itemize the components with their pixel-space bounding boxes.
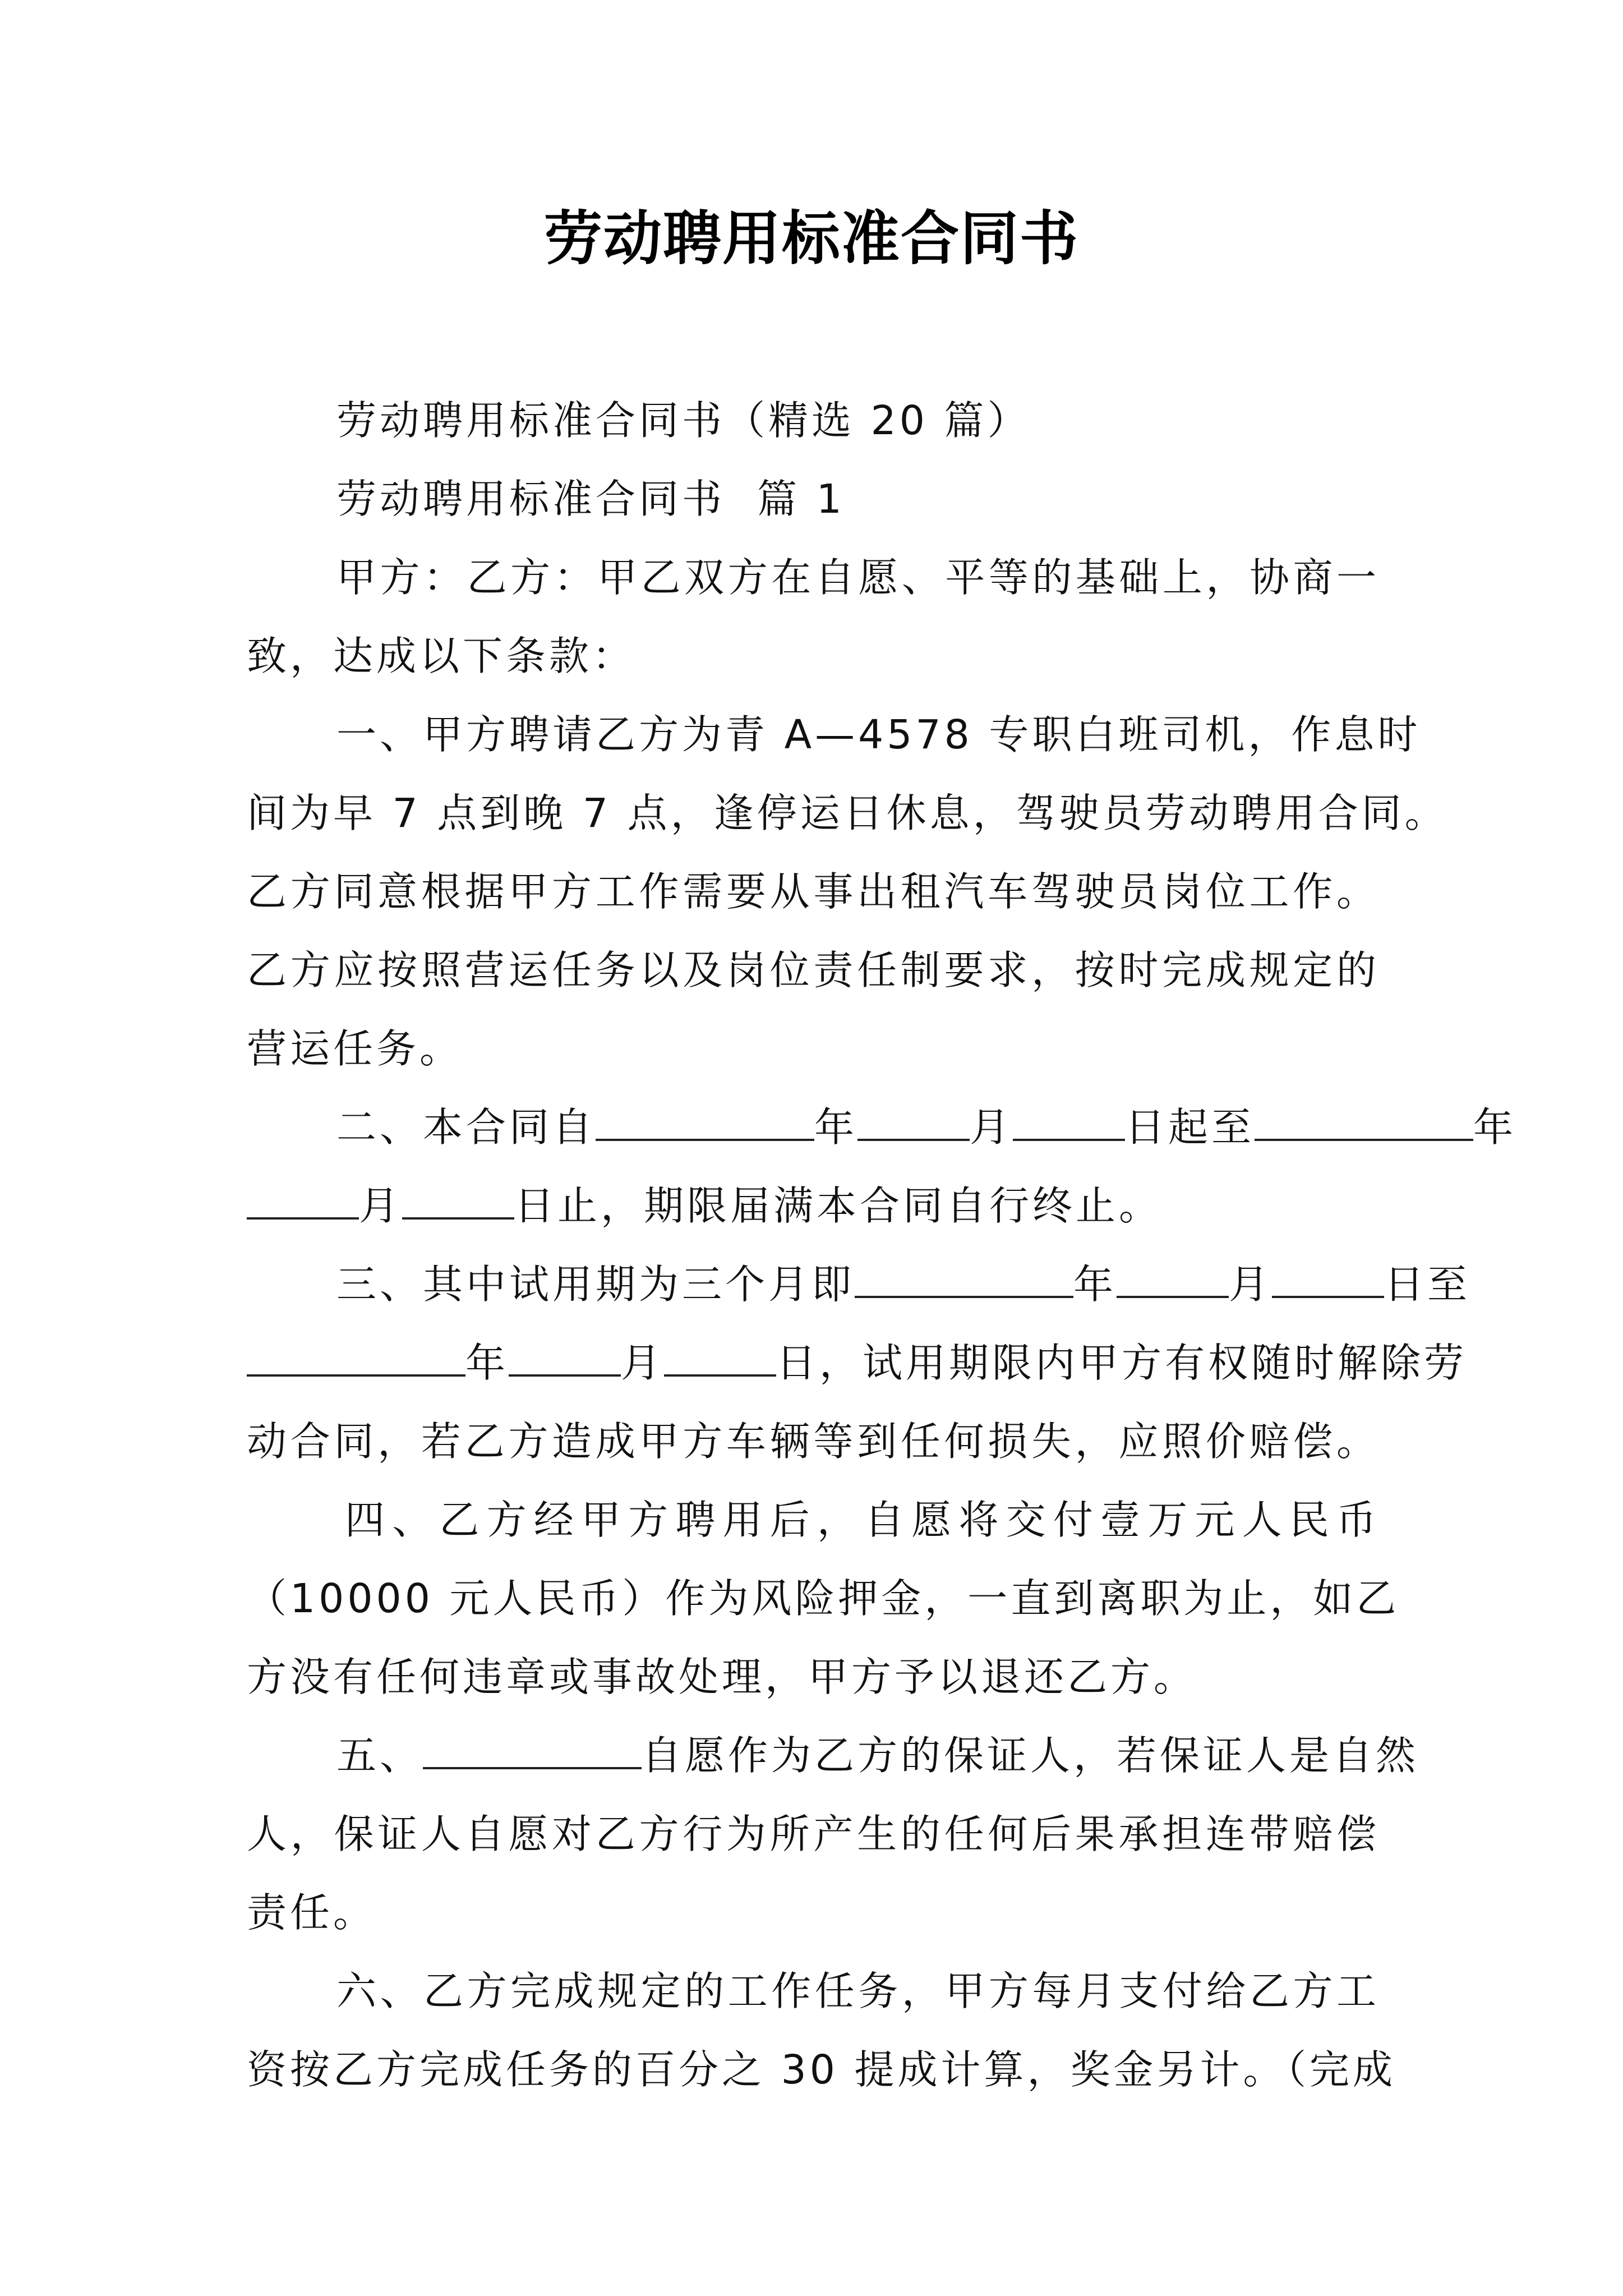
fill-blank[interactable] — [402, 1180, 514, 1220]
paragraph-line: 甲方：乙方：甲乙双方在自愿、平等的基础上，协商一 — [336, 554, 1380, 601]
text-segment: 日止，期限届满本合同自行终止。 — [514, 1182, 1163, 1229]
paragraph-line: 方没有任何违章或事故处理，甲方予以退还乙方。 — [247, 1654, 1197, 1700]
text-segment: 年 — [1073, 1261, 1117, 1308]
text-segment: 三、其中试用期为三个月即 — [336, 1261, 855, 1308]
paragraph-line: 乙方同意根据甲方工作需要从事出租汽车驾驶员岗位工作。 — [247, 868, 1380, 915]
paragraph-line: 资按乙方完成任务的百分之 30 提成计算，奖金另计。（完成 — [247, 2046, 1396, 2093]
text-segment: 月 — [621, 1340, 665, 1386]
paragraph-line — [247, 1717, 1419, 1795]
fill-blank[interactable] — [1013, 1101, 1125, 1141]
paragraph-line — [247, 1324, 1468, 1402]
text-segment: 月 — [970, 1104, 1013, 1151]
paragraph-line: 责任。 — [247, 1889, 377, 1936]
document-title: 劳动聘用标准合同书 — [543, 204, 1079, 273]
fill-blank[interactable] — [1255, 1101, 1473, 1141]
fill-blank[interactable] — [596, 1101, 814, 1141]
paragraph-line — [247, 1167, 1380, 1245]
text-segment: 年 — [1473, 1104, 1517, 1151]
paragraph-line: 营运任务。 — [247, 1025, 463, 1072]
fill-blank[interactable] — [423, 1729, 642, 1769]
paragraph-line — [247, 1088, 1517, 1167]
text-segment: 五、 — [336, 1732, 423, 1779]
fill-blank[interactable] — [1117, 1258, 1229, 1298]
subtitle-line: 劳动聘用标准合同书（精选 20 篇） — [336, 397, 1031, 444]
paragraph-line: 四、乙方经甲方聘用后，自愿将交付壹万元人民币 — [345, 1497, 1380, 1543]
text-segment: 日起至 — [1125, 1104, 1255, 1151]
fill-blank[interactable] — [247, 1180, 359, 1220]
document-body — [247, 381, 1517, 2109]
text-segment: 月 — [1229, 1261, 1272, 1308]
fill-blank[interactable] — [855, 1258, 1073, 1298]
text-segment: 年 — [465, 1340, 509, 1386]
text-segment: 日至 — [1384, 1261, 1471, 1308]
text-segment: 月 — [359, 1182, 403, 1229]
text-segment: 日，试用期限内甲方有权随时解除劳 — [776, 1340, 1468, 1386]
text-segment: 二、本合同自 — [336, 1104, 596, 1151]
fill-blank[interactable] — [664, 1337, 776, 1377]
fill-blank[interactable] — [509, 1337, 621, 1377]
paragraph-line: 动合同，若乙方造成甲方车辆等到任何损失，应照价赔偿。 — [247, 1418, 1380, 1465]
fill-blank[interactable] — [857, 1101, 970, 1141]
paragraph-line: 乙方应按照营运任务以及岗位责任制要求，按时完成规定的 — [247, 947, 1380, 993]
section-heading: 劳动聘用标准合同书 篇 1 — [336, 476, 845, 522]
paragraph-line: 人，保证人自愿对乙方行为所产生的任何后果承担连带赔偿 — [247, 1811, 1380, 1857]
fill-blank[interactable] — [247, 1337, 465, 1377]
paragraph-line: 间为早 7 点到晚 7 点，逢停运日休息，驾驶员劳动聘用合同。 — [247, 790, 1448, 836]
fill-blank[interactable] — [1272, 1258, 1384, 1298]
paragraph-line: 六、乙方完成规定的工作任务，甲方每月支付给乙方工 — [336, 1968, 1380, 2014]
paragraph-line: 一、甲方聘请乙方为青 A—4578 专职白班司机，作息时 — [336, 711, 1421, 758]
text-segment: 年 — [814, 1104, 858, 1151]
text-segment: 自愿作为乙方的保证人，若保证人是自然 — [642, 1732, 1419, 1779]
paragraph-line: （10000 元人民币）作为风险押金，一直到离职为止，如乙 — [247, 1575, 1400, 1622]
paragraph-line — [247, 1245, 1471, 1324]
paragraph-line: 致，达成以下条款： — [247, 633, 636, 679]
